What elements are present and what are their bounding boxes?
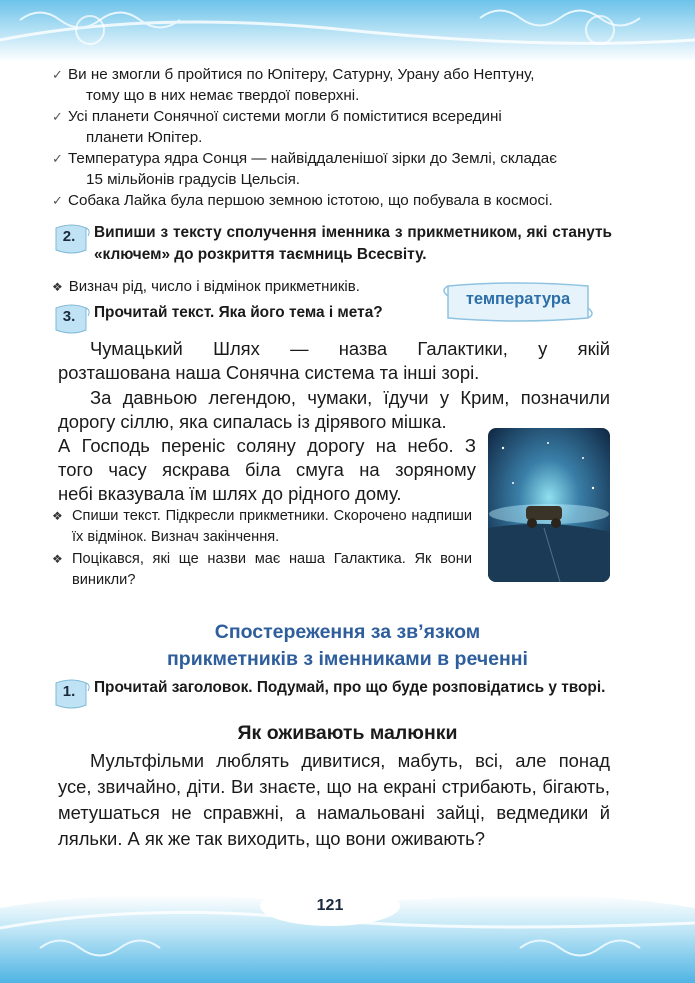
top-ornament-band [0, 0, 695, 62]
text-line: того часу яскрава біла смуга на зоряному [58, 459, 476, 480]
list-item [52, 64, 612, 106]
task-number: 1. [62, 683, 76, 700]
bottom-ornament-band [0, 868, 695, 983]
story-title: Як оживають малюнки [237, 722, 458, 744]
section-title-line: Спостереження за зв’язком [214, 621, 481, 643]
keyword-label: температура [465, 290, 571, 308]
diamond-bullet-icon: ❖ [52, 280, 63, 294]
section-title-line: прикметників з іменниками в реченні [167, 648, 528, 670]
task-text: Прочитай текст. Яка його тема і мета? [94, 304, 383, 321]
text-line: небі вказувала їм шлях до рідного дому. [58, 483, 402, 504]
diamond-bullet-icon: ❖ [52, 509, 63, 523]
task-1 [52, 677, 612, 699]
list-item [52, 506, 472, 547]
task-3 [52, 302, 612, 324]
task-text: Випиши з тексту сполучення іменника з прикметником, які стануть «ключем» до розкриття таємниць Всесвіту. [94, 224, 612, 263]
fact-line: Собака Лайка була першою земною істотою, що побувала в космосі. [68, 192, 553, 209]
check-icon: ✓ [52, 151, 63, 166]
list-item [52, 148, 612, 190]
subtask-text: Спиши текст. Підкресли прикметники. Скорочено надпиши їх відмінок. Визнач закінчення. [72, 508, 472, 545]
fact-line-cont: тому що в них немає твердої поверхні. [86, 87, 360, 104]
fact-line: Температура ядра Сонця — найвіддаленішої зірки до Землі, складає [68, 150, 557, 167]
check-icon: ✓ [52, 193, 63, 208]
task-number-badge [52, 222, 90, 254]
text-line: За давньою легендою, чумаки, їдучи у Крим, позначили [90, 387, 610, 408]
fact-line-cont: планети Юпітер. [86, 129, 203, 146]
list-item [52, 549, 472, 590]
list-item [52, 106, 612, 148]
task-text: Прочитай заголовок. Подумай, про що буде розповідатись у творі. [94, 679, 606, 696]
fact-list [52, 64, 612, 211]
subtask-text: Визнач рід, число і відмінок прикметників. [68, 278, 360, 295]
text-line: дорогу сіллю, яка сипалась із дірявого мішка. [58, 411, 447, 432]
text-line: усе, звичайно, діти. Ви знаєте, що на екрані стрибають, бігають, [58, 776, 610, 797]
task-2-subtask [52, 276, 360, 298]
fact-line: Усі планети Сонячної системи могли б поміститися всередині [68, 108, 502, 125]
text-line: Мультфільми люблять дивитися, мабуть, всі, але понад [90, 750, 610, 771]
text-line: Чумацький Шлях — назва Галактики, у якій [90, 338, 610, 359]
text-line: розташована наша Сонячна система та інші зорі. [58, 362, 480, 383]
task-2 [52, 222, 612, 266]
chumaks-night-illustration [488, 428, 610, 582]
task-number-badge [52, 677, 90, 709]
text-line: ляльки. А як же так виходить, що вони оживають? [58, 828, 485, 849]
list-item [52, 190, 612, 211]
page-number: 121 [316, 897, 344, 914]
text-line: А Господь переніс соляну дорогу на небо. З [58, 435, 476, 456]
fact-line-cont: 15 мільйонів градусів Цельсія. [86, 171, 301, 188]
subtask-list [52, 506, 472, 592]
task-number-badge [52, 302, 90, 334]
task-number: 3. [62, 308, 76, 325]
fact-line: Ви не змогли б пройтися по Юпітеру, Сатурну, Урану або Нептуну, [68, 66, 535, 83]
subtask-text: Поцікався, які ще назви має наша Галактика. Як вони виникли? [72, 551, 472, 588]
diamond-bullet-icon: ❖ [52, 552, 63, 566]
check-icon: ✓ [52, 109, 63, 124]
check-icon: ✓ [52, 67, 63, 82]
task-number: 2. [62, 228, 76, 245]
text-line: метушаться не справжні, а намальовані зайці, ведмедики й [58, 802, 610, 823]
section-title [100, 619, 595, 673]
